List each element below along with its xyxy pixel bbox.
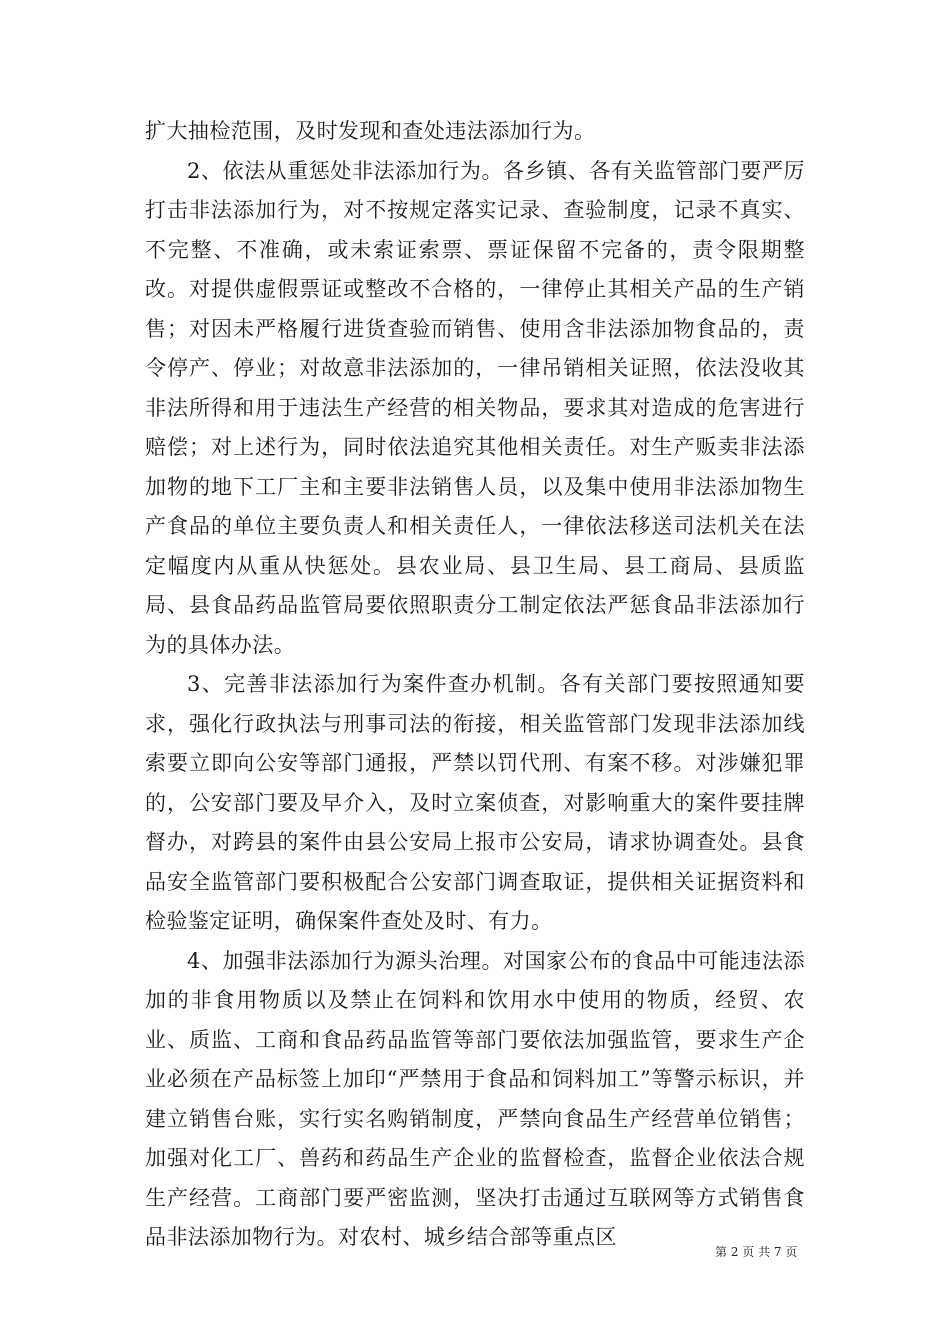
paragraph-item-3: 3、完善非法添加行为案件查办机制。各有关部门要按照通知要求，强化行政执法与刑事司法的衔接，相关监管部门发现非法添加线索要立即向公安等部门通报，严禁以罚代刑、有案不移。对涉嫌犯罪的，公安部门要及早介入，及时立案侦查，对影响重大的案件要挂牌督办，对跨县的案件由县公安局上报市公安局，请求协调查处。县食品安全监管部门要积极配合公安部门调查取证，提供相关证据资料和检验鉴定证明，确保案件查处及时、有力。 xyxy=(145,672,805,933)
document-body xyxy=(145,112,805,1258)
page-number: 第 2 页 共 7 页 xyxy=(715,1245,798,1259)
paragraph-item-4: 4、加强非法添加行为源头治理。对国家公布的食品中可能违法添加的非食用物质以及禁止在饲料和饮用水中使用的物质，经贸、农业、质监、工商和食品药品监管等部门要依法加强监管，要求生产企业必须在产品标签上加印“严禁用于食品和饲料加工”等警示标识，并建立销售台账，实行实名购销制度，严禁向食品生产经营单位销售；加强对化工厂、兽药和药品生产企业的监督检查，监督企业依法合规生产经营。工商部门要严密监测，坚决打击通过互联网等方式销售食品非法添加物行为。对农村、城乡结合部等重点区 xyxy=(145,948,805,1249)
paragraph-item-2: 2、依法从重惩处非法添加行为。各乡镇、各有关监管部门要严厉打击非法添加行为，对不按规定落实记录、查验制度，记录不真实、不完整、不准确，或未索证索票、票证保留不完备的，责令限期整改。对提供虚假票证或整改不合格的，一律停止其相关产品的生产销售；对因未严格履行进货查验而销售、使用含非法添加物食品的，责令停产、停业；对故意非法添加的，一律吊销相关证照，依法没收其非法所得和用于违法生产经营的相关物品，要求其对造成的危害进行赔偿；对上述行为，同时依法追究其他相关责任。对生产贩卖非法添加物的地下工厂主和主要非法销售人员，以及集中使用非法添加物生产食品的单位主要负责人和相关责任人，一律依法移送司法机关在法定幅度内从重从快惩处。县农业局、县卫生局、县工商局、县质监局、县食品药品监管局要依照职责分工制定依法严惩食品非法添加行为的具体办法。 xyxy=(145,158,805,657)
paragraph-continuation: 扩大抽检范围，及时发现和查处违法添加行为。 xyxy=(145,119,596,143)
